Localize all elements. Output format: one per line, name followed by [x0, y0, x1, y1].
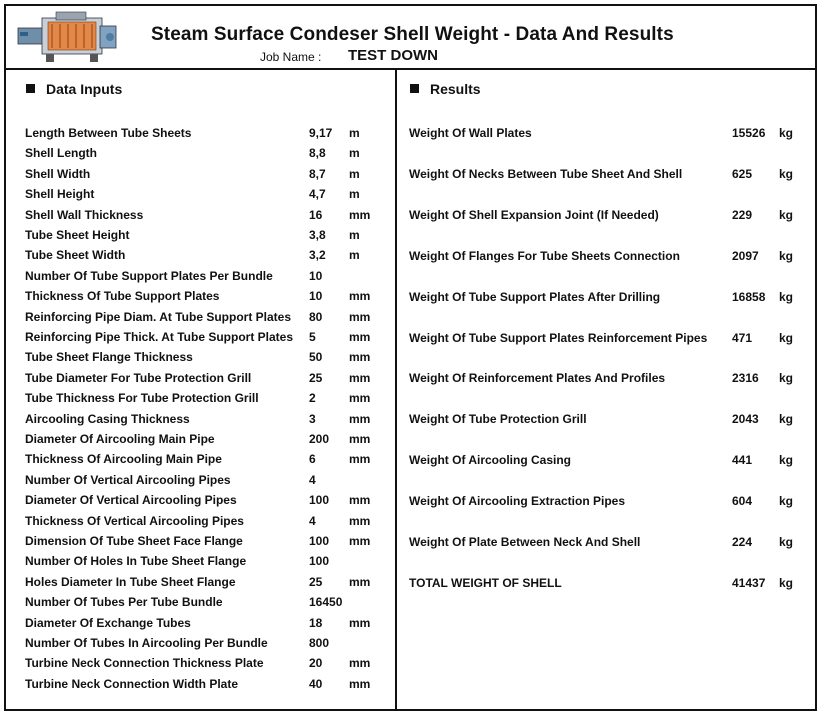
row-label: Weight Of Tube Protection Grill — [409, 412, 587, 427]
result-row — [409, 450, 809, 470]
row-label: Shell Length — [25, 146, 97, 161]
row-unit: mm — [349, 676, 371, 691]
row-value: 80 — [309, 309, 323, 324]
row-label: Tube Sheet Width — [25, 248, 126, 263]
input-row — [25, 225, 385, 245]
result-row — [409, 368, 809, 388]
row-value: 2043 — [732, 412, 759, 427]
input-row — [25, 143, 385, 163]
row-label: Weight Of Tube Support Plates Reinforcement Pipes — [409, 330, 708, 345]
row-label: Number Of Holes In Tube Sheet Flange — [25, 554, 247, 569]
row-value: 625 — [732, 166, 753, 181]
result-row — [409, 287, 809, 307]
row-value: 8,7 — [309, 166, 326, 181]
input-row — [25, 470, 385, 490]
row-value: 50 — [309, 350, 323, 365]
row-unit: kg — [779, 126, 794, 140]
result-row — [409, 246, 809, 266]
result-row — [409, 409, 809, 429]
row-unit: mm — [349, 289, 371, 304]
column-divider — [395, 68, 397, 709]
row-value: 16 — [309, 207, 323, 222]
result-row — [409, 491, 809, 511]
row-unit: m — [349, 146, 360, 161]
row-unit: kg — [779, 535, 794, 549]
row-label: Length Between Tube Sheets — [25, 126, 192, 140]
row-value: 4 — [309, 472, 316, 487]
row-label: Number Of Tubes Per Tube Bundle — [25, 595, 223, 610]
row-label: Dimension Of Tube Sheet Face Flange — [25, 534, 243, 548]
row-value: 229 — [732, 207, 753, 222]
row-unit: mm — [349, 330, 371, 344]
row-unit: mm — [349, 309, 371, 324]
row-value: 2 — [309, 391, 316, 406]
input-row — [25, 347, 385, 367]
row-label: Shell Height — [25, 187, 95, 202]
row-value: 100 — [309, 554, 330, 569]
row-unit: m — [349, 166, 360, 181]
job-name-value: TEST DOWN — [348, 47, 438, 64]
row-value: 4 — [309, 513, 316, 528]
row-label: Reinforcing Pipe Diam. At Tube Support Plates — [25, 309, 292, 324]
row-unit: m — [349, 187, 360, 202]
job-name-label: Job Name : — [260, 50, 322, 64]
condenser-illustration-icon — [12, 10, 124, 64]
result-row — [409, 123, 809, 143]
row-value: 200 — [309, 432, 330, 446]
row-label: Weight Of Shell Expansion Joint (If Needed) — [409, 207, 659, 222]
input-row — [25, 633, 385, 653]
results-title: Results — [410, 81, 481, 97]
input-row — [25, 388, 385, 408]
row-value: 10 — [309, 268, 323, 283]
result-row — [409, 164, 809, 184]
row-value: 3,2 — [309, 248, 326, 263]
row-value: 25 — [309, 370, 323, 385]
row-label: Number Of Tubes In Aircooling Per Bundle — [25, 636, 268, 650]
row-value: 15526 — [732, 126, 766, 140]
row-value: 16858 — [732, 289, 766, 304]
row-unit: m — [349, 228, 360, 242]
input-row — [25, 613, 385, 633]
input-row — [25, 511, 385, 531]
row-value: 5 — [309, 330, 316, 344]
row-value: 441 — [732, 453, 753, 468]
input-row — [25, 449, 385, 469]
row-label: Turbine Neck Connection Thickness Plate — [25, 656, 264, 671]
input-row — [25, 653, 385, 673]
row-label: Thickness Of Tube Support Plates — [25, 289, 220, 304]
row-value: 4,7 — [309, 187, 326, 202]
row-label: TOTAL WEIGHT OF SHELL — [409, 575, 562, 590]
row-unit: mm — [349, 370, 371, 385]
row-value: 100 — [309, 493, 330, 508]
row-value: 9,17 — [309, 126, 333, 140]
input-row — [25, 307, 385, 327]
input-row — [25, 490, 385, 510]
row-label: Weight Of Reinforcement Plates And Profiles — [409, 371, 666, 386]
row-value: 40 — [309, 676, 323, 691]
row-label: Shell Width — [25, 166, 91, 181]
row-unit: mm — [349, 411, 371, 426]
row-unit: m — [349, 126, 360, 140]
bullet-square-icon — [410, 84, 419, 93]
row-value: 41437 — [732, 575, 766, 590]
row-unit: mm — [349, 534, 371, 548]
result-row — [409, 532, 809, 552]
row-value: 100 — [309, 534, 330, 548]
row-unit: kg — [779, 330, 794, 345]
row-label: Thickness Of Aircooling Main Pipe — [25, 452, 222, 467]
row-unit: mm — [349, 452, 371, 467]
row-value: 3,8 — [309, 228, 326, 242]
row-unit: mm — [349, 513, 371, 528]
report-frame — [4, 4, 817, 711]
row-unit: m — [349, 248, 360, 263]
page-title: Steam Surface Condeser Shell Weight - Data And Results — [151, 24, 674, 45]
row-label: Weight Of Aircooling Extraction Pipes — [409, 494, 626, 509]
row-label: Holes Diameter In Tube Sheet Flange — [25, 574, 236, 589]
input-row — [25, 409, 385, 429]
input-row — [25, 123, 385, 143]
row-label: Shell Wall Thickness — [25, 207, 144, 222]
row-label: Weight Of Necks Between Tube Sheet And Shell — [409, 166, 683, 181]
input-row — [25, 368, 385, 388]
row-label: Thickness Of Vertical Aircooling Pipes — [25, 513, 244, 528]
row-unit: kg — [779, 207, 794, 222]
row-unit: mm — [349, 656, 371, 671]
row-label: Turbine Neck Connection Width Plate — [25, 676, 239, 691]
input-row — [25, 429, 385, 449]
row-label: Diameter Of Vertical Aircooling Pipes — [25, 493, 237, 508]
data-inputs-title: Data Inputs — [26, 81, 122, 97]
row-unit: kg — [779, 453, 794, 468]
row-unit: mm — [349, 207, 371, 222]
row-label: Diameter Of Aircooling Main Pipe — [25, 432, 215, 446]
result-row — [409, 573, 809, 593]
job-name-row — [260, 47, 438, 66]
row-unit: kg — [779, 412, 794, 427]
row-unit: kg — [779, 575, 794, 590]
row-value: 25 — [309, 574, 323, 589]
report-header — [6, 6, 815, 70]
row-value: 604 — [732, 494, 753, 509]
row-value: 6 — [309, 452, 316, 467]
row-label: Aircooling Casing Thickness — [25, 411, 190, 426]
row-value: 800 — [309, 636, 330, 650]
row-label: Number Of Tube Support Plates Per Bundle — [25, 268, 273, 283]
input-row — [25, 205, 385, 225]
row-unit: mm — [349, 615, 371, 630]
row-label: Tube Sheet Height — [25, 228, 130, 242]
row-value: 8,8 — [309, 146, 326, 161]
row-label: Weight Of Tube Support Plates After Drilling — [409, 289, 661, 304]
input-row — [25, 572, 385, 592]
row-unit: kg — [779, 371, 794, 386]
row-value: 224 — [732, 535, 753, 549]
row-value: 2097 — [732, 248, 759, 263]
row-label: Tube Thickness For Tube Protection Grill — [25, 391, 259, 406]
input-row — [25, 164, 385, 184]
row-value: 2316 — [732, 371, 759, 386]
input-row — [25, 286, 385, 306]
row-label: Diameter Of Exchange Tubes — [25, 615, 191, 630]
input-row — [25, 592, 385, 612]
result-row — [409, 205, 809, 225]
row-label: Weight Of Aircooling Casing — [409, 453, 571, 468]
row-label: Reinforcing Pipe Thick. At Tube Support Plates — [25, 330, 294, 344]
row-unit: kg — [779, 248, 794, 263]
bullet-square-icon — [26, 84, 35, 93]
result-row — [409, 328, 809, 348]
row-label: Weight Of Wall Plates — [409, 126, 532, 140]
input-row — [25, 245, 385, 265]
row-label: Tube Sheet Flange Thickness — [25, 350, 193, 365]
row-unit: mm — [349, 391, 371, 406]
input-row — [25, 327, 385, 347]
row-unit: mm — [349, 493, 371, 508]
input-row — [25, 531, 385, 551]
input-row — [25, 674, 385, 694]
row-unit: mm — [349, 574, 371, 589]
row-value: 3 — [309, 411, 316, 426]
row-unit: kg — [779, 166, 794, 181]
row-unit: mm — [349, 350, 371, 365]
row-label: Tube Diameter For Tube Protection Grill — [25, 370, 252, 385]
row-unit: kg — [779, 289, 794, 304]
row-value: 16450 — [309, 595, 343, 610]
input-row — [25, 551, 385, 571]
input-row — [25, 266, 385, 286]
row-label: Number Of Vertical Aircooling Pipes — [25, 472, 231, 487]
input-row — [25, 184, 385, 204]
row-value: 10 — [309, 289, 323, 304]
row-label: Weight Of Plate Between Neck And Shell — [409, 535, 641, 549]
row-unit: mm — [349, 432, 371, 446]
row-value: 18 — [309, 615, 323, 630]
row-value: 20 — [309, 656, 323, 671]
row-label: Weight Of Flanges For Tube Sheets Connection — [409, 248, 680, 263]
row-value: 471 — [732, 330, 753, 345]
row-unit: kg — [779, 494, 794, 509]
